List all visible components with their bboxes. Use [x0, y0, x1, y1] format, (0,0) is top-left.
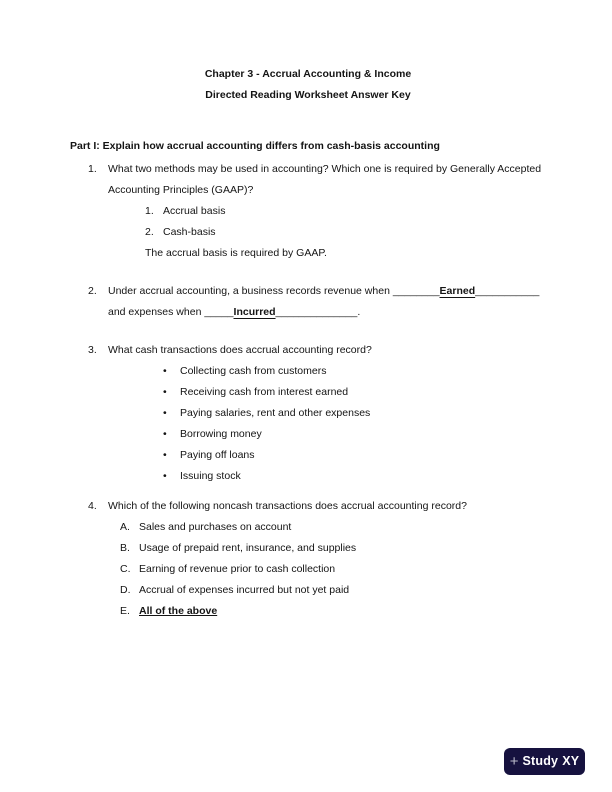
part-1-heading: Part I: Explain how accrual accounting differs from cash-basis accounting [70, 140, 440, 152]
question-2-text-part-2: and expenses when [108, 306, 205, 318]
answer-number: 1. [145, 205, 154, 217]
answer-incurred: Incurred [233, 306, 276, 318]
bullet-icon: • [163, 365, 167, 377]
question-1-answer-2 [70, 222, 546, 243]
answer-number: 2. [145, 226, 154, 238]
option-text: Accrual of expenses incurred but not yet paid [139, 584, 350, 596]
question-4-option-d [70, 580, 546, 601]
question-3-bullet-5 [70, 445, 546, 466]
bullet-text: Receiving cash from interest earned [180, 386, 349, 398]
bullet-text: Paying salaries, rent and other expenses [180, 407, 371, 419]
question-1-answer-1 [70, 201, 546, 222]
question-1-text: What two methods may be used in accounting? Which one is required by Generally Accepted Accounting Principles (GAAP)? [108, 163, 542, 196]
question-1-note: The accrual basis is required by GAAP. [145, 247, 327, 259]
question-3-bullet-6 [70, 466, 546, 487]
blank-line: ________ [392, 285, 440, 297]
question-2-text-part-1: Under accrual accounting, a business records revenue when [108, 285, 393, 297]
option-letter: D. [120, 584, 131, 596]
bullet-icon: • [163, 470, 167, 482]
studyxy-logo [504, 748, 585, 775]
blank-line: ______________ [275, 306, 358, 318]
document-title-line-1: Chapter 3 - Accrual Accounting & Income [204, 68, 412, 80]
option-text: Usage of prepaid rent, insurance, and supplies [139, 542, 357, 554]
question-4-number: 4. [88, 500, 97, 512]
bullet-text: Borrowing money [180, 428, 262, 440]
option-letter: A. [120, 521, 130, 533]
question-4 [70, 496, 546, 517]
question-4-option-c [70, 559, 546, 580]
question-4-option-b [70, 538, 546, 559]
bullet-icon: • [163, 428, 167, 440]
question-2 [70, 281, 546, 323]
bullet-text: Paying off loans [180, 449, 255, 461]
option-text: Sales and purchases on account [139, 521, 292, 533]
question-3-text: What cash transactions does accrual accounting record? [108, 344, 372, 356]
question-4-option-e [70, 601, 546, 622]
document-content [70, 64, 546, 622]
option-letter: B. [120, 542, 130, 554]
option-letter: E. [120, 605, 130, 617]
option-text-correct-answer: All of the above [139, 605, 218, 617]
bullet-icon: • [163, 407, 167, 419]
brand-text-study: Study [522, 754, 559, 768]
blank-line: _____ [204, 306, 234, 318]
question-3-bullet-2 [70, 382, 546, 403]
question-3-bullet-1 [70, 361, 546, 382]
question-3-bullet-3 [70, 403, 546, 424]
answer-earned: Earned [439, 285, 476, 297]
blank-line: ___________ [475, 285, 540, 297]
question-3-number: 3. [88, 344, 97, 356]
question-3-bullet-4 [70, 424, 546, 445]
bullet-icon: • [163, 386, 167, 398]
answer-text: Cash-basis [163, 226, 216, 238]
question-2-number: 2. [88, 285, 97, 297]
question-2-text-part-3: . [357, 306, 361, 318]
bullet-icon: • [163, 449, 167, 461]
question-4-text: Which of the following noncash transactions does accrual accounting record? [108, 500, 467, 512]
question-1-number: 1. [88, 163, 97, 175]
plus-icon: + [509, 752, 519, 770]
question-1 [70, 159, 546, 201]
brand-text-xy: XY [562, 754, 580, 768]
document-title-line-2: Directed Reading Worksheet Answer Key [205, 89, 411, 101]
question-4-option-a [70, 517, 546, 538]
bullet-text: Issuing stock [180, 470, 241, 482]
option-text: Earning of revenue prior to cash collection [139, 563, 336, 575]
question-3 [70, 340, 546, 361]
option-letter: C. [120, 563, 131, 575]
bullet-text: Collecting cash from customers [180, 365, 327, 377]
question-2-text [108, 281, 546, 323]
answer-text: Accrual basis [163, 205, 226, 217]
